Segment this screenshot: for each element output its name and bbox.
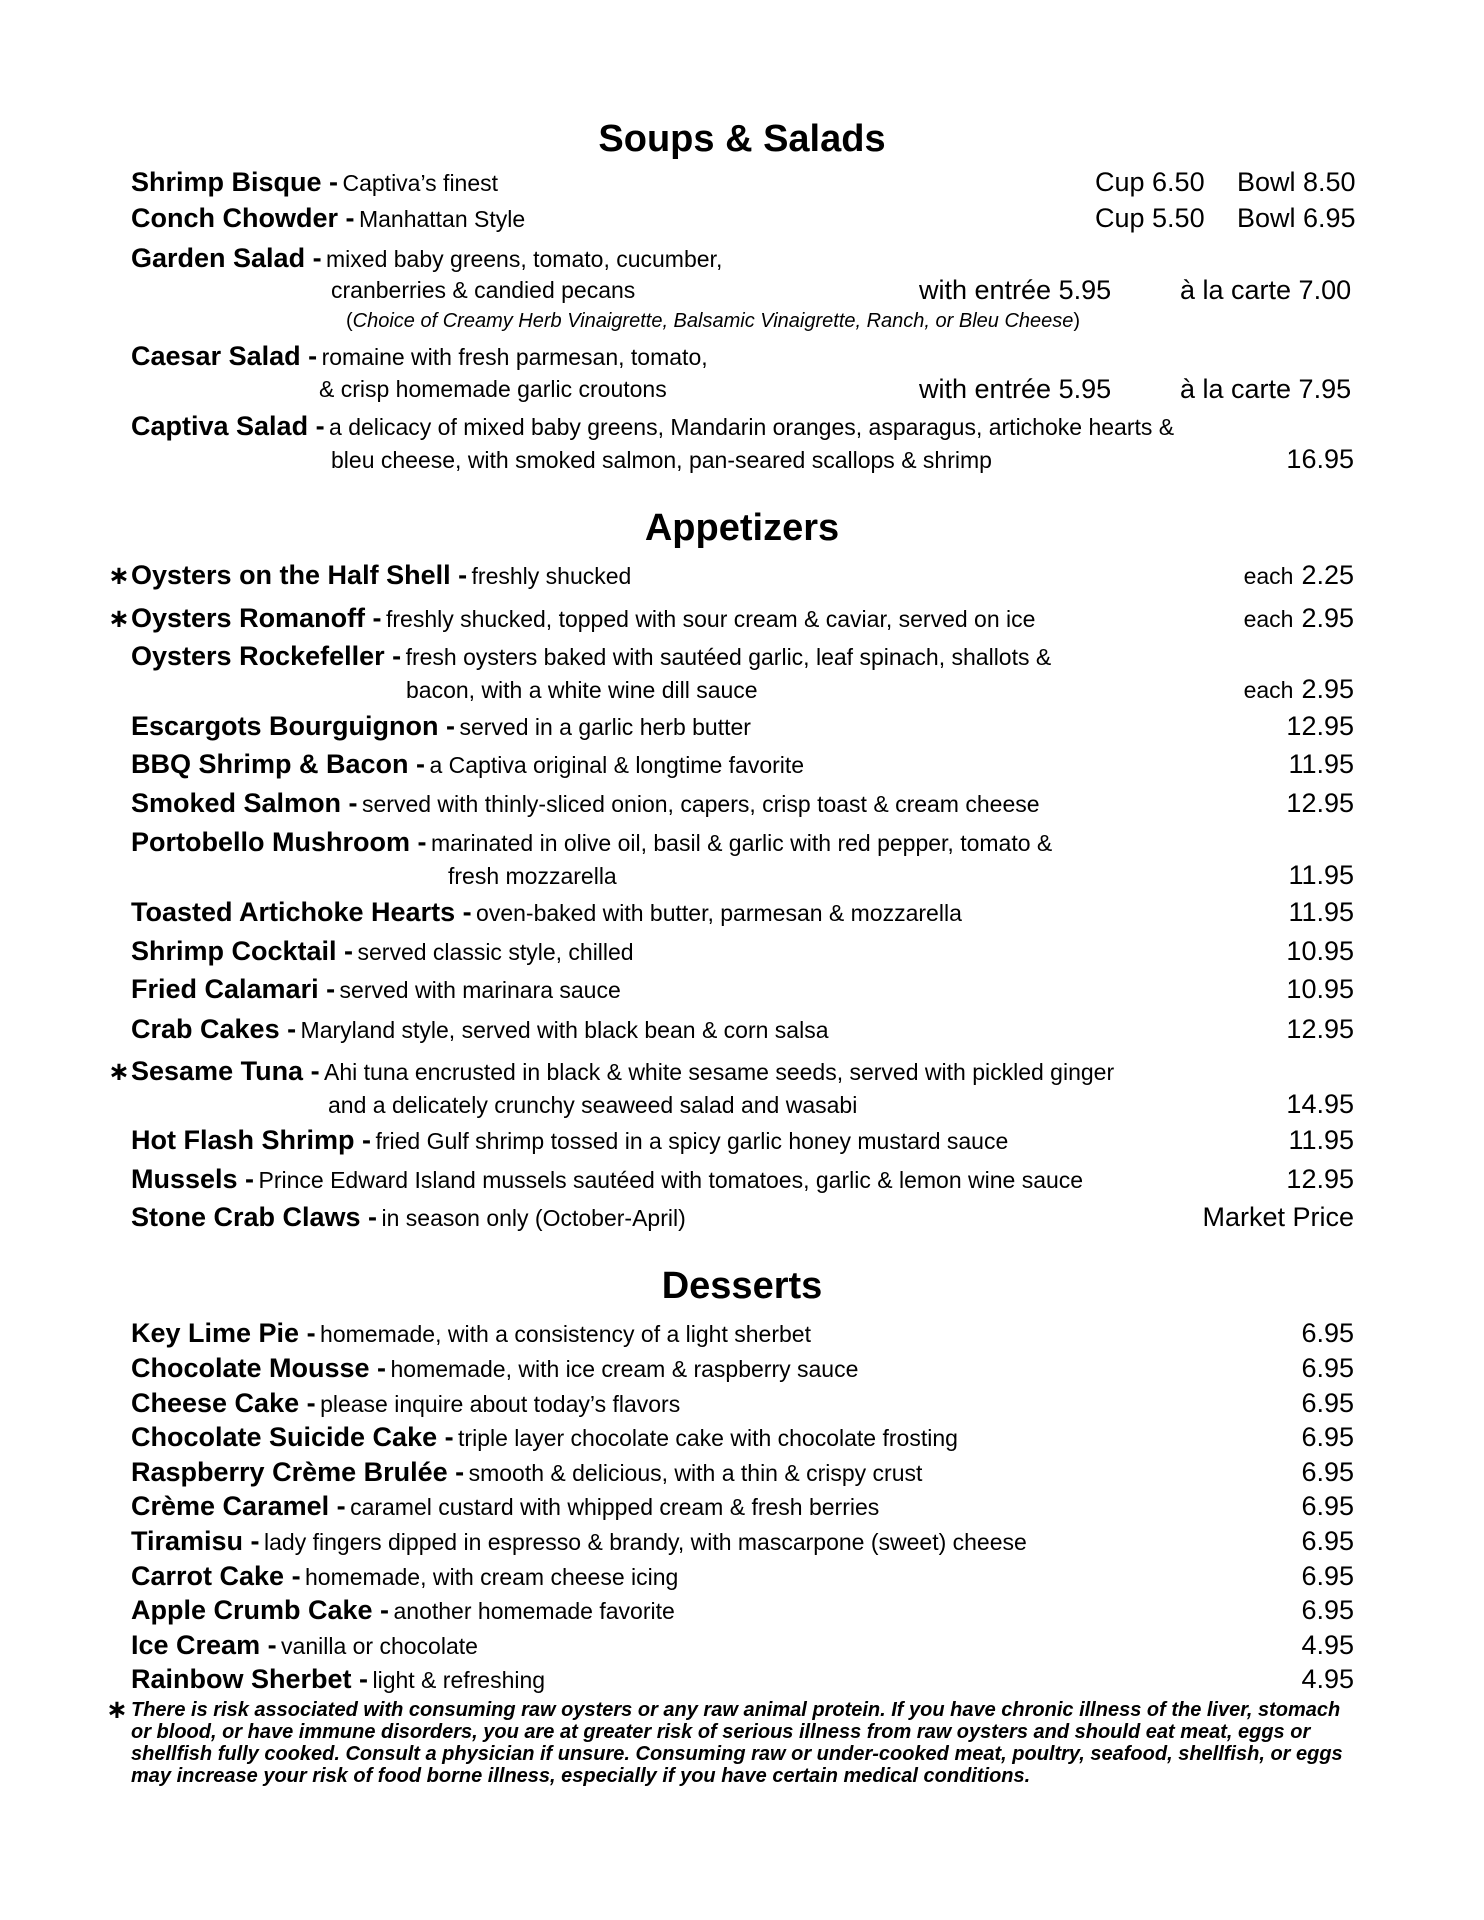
item-desc: lady fingers dipped in espresso & brandy, with mascarpone (sweet) cheese	[264, 1529, 1027, 1555]
item-name: Garden Salad -	[131, 243, 322, 273]
item-price: 6.95	[1301, 1491, 1354, 1521]
item-name: Sesame Tuna -	[131, 1056, 320, 1086]
menu-item-mussels	[131, 1162, 1083, 1201]
item-desc: fried Gulf shrimp tossed in a spicy garlic honey mustard sauce	[375, 1128, 1009, 1154]
item-desc: served in a garlic herb butter	[459, 714, 751, 740]
item-price: 16.95	[1286, 444, 1354, 474]
item-name: Caesar Salad -	[131, 341, 318, 371]
item-desc: fresh oysters baked with sautéed garlic, leaf spinach, shallots &	[405, 644, 1052, 670]
item-desc: another homemade favorite	[393, 1598, 675, 1624]
item-name: Apple Crumb Cake -	[131, 1595, 390, 1625]
menu-item-shrimp-bisque	[131, 165, 498, 204]
item-price: 4.95	[1301, 1630, 1354, 1660]
item-price: Market Price	[1202, 1202, 1354, 1232]
menu-item-portobello	[131, 825, 1052, 864]
item-desc-continued: & crisp homemade garlic croutons	[319, 376, 667, 402]
with-entree-price: with entrée 5.95	[919, 374, 1112, 404]
item-desc: please inquire about today’s flavors	[320, 1391, 681, 1417]
a-la-carte-price: à la carte 7.00	[1180, 275, 1352, 305]
item-desc: served with thinly-sliced onion, capers, crisp toast & cream cheese	[362, 791, 1040, 817]
item-price: 6.95	[1301, 1318, 1354, 1348]
item-desc: Ahi tuna encrusted in black & white sesame seeds, served with pickled ginger	[324, 1059, 1115, 1085]
raw-warning-asterisk: ∗	[108, 603, 130, 633]
item-desc: marinated in olive oil, basil & garlic with red pepper, tomato &	[430, 830, 1053, 856]
item-name: Fried Calamari -	[131, 974, 336, 1004]
item-name: Rainbow Sherbet -	[131, 1664, 369, 1694]
item-desc: served classic style, chilled	[357, 939, 634, 965]
item-price: 14.95	[1286, 1089, 1354, 1119]
item-price: 6.95	[1301, 1561, 1354, 1591]
menu-item-conch-chowder	[131, 201, 525, 240]
raw-food-disclaimer: There is risk associated with consuming raw oysters or any raw animal protein. If you have chronic illness of the liver, stomach or blood, or have immune disorders, you are at greater risk of serious illness from raw oysters and should eat meat, eggs or shellfish fully cooked. Consult a physician if unsure. Consuming raw or under-cooked meat, poultry, seafood, shellfish, or eggs may increase your risk of food borne illness, especially if you have certain medical conditions.	[131, 1699, 1343, 1787]
dessert-rainbow-sherbet	[131, 1662, 545, 1701]
item-price: 6.95	[1301, 1353, 1354, 1383]
menu-item-smoked-salmon	[131, 786, 1040, 825]
item-desc: oven-baked with butter, parmesan & mozzarella	[476, 900, 962, 926]
menu-item-toasted-artichoke	[131, 895, 962, 934]
dessert-chocolate-mousse	[131, 1351, 858, 1390]
disclaimer-asterisk: ∗	[106, 1694, 128, 1724]
item-name: Carrot Cake -	[131, 1561, 301, 1591]
item-name: Tiramisu -	[131, 1526, 260, 1556]
item-desc: vanilla or chocolate	[281, 1633, 478, 1659]
item-price: each 2.25	[1243, 560, 1354, 590]
item-price: 6.95	[1301, 1388, 1354, 1418]
cup-price: Cup 5.50	[1095, 203, 1205, 233]
item-name: Conch Chowder -	[131, 203, 355, 233]
item-name: Oysters Romanoff -	[131, 603, 382, 633]
cup-price: Cup 6.50	[1095, 167, 1205, 197]
item-desc: triple layer chocolate cake with chocolate frosting	[458, 1425, 958, 1451]
raw-warning-asterisk: ∗	[108, 560, 130, 590]
item-name: Raspberry Crème Brulée -	[131, 1457, 465, 1487]
item-name: Captiva Salad -	[131, 411, 325, 441]
item-name: Smoked Salmon -	[131, 788, 358, 818]
item-desc: caramel custard with whipped cream & fresh berries	[350, 1494, 880, 1520]
menu-item-escargots	[131, 709, 751, 748]
bowl-price: Bowl 6.95	[1237, 203, 1356, 233]
item-price: 10.95	[1286, 974, 1354, 1004]
item-price: each 2.95	[1243, 603, 1354, 633]
menu-item-oysters-half-shell	[131, 558, 631, 597]
item-price: 10.95	[1286, 936, 1354, 966]
item-desc-continued: cranberries & candied pecans	[331, 277, 636, 303]
appetizers-heading: Appetizers	[644, 507, 840, 549]
item-name: Crab Cakes -	[131, 1014, 297, 1044]
menu-item-captiva-salad	[131, 409, 1174, 448]
item-price: 11.95	[1288, 860, 1354, 890]
item-desc: Captiva’s finest	[342, 170, 499, 196]
item-price: 6.95	[1301, 1457, 1354, 1487]
item-desc: served with marinara sauce	[339, 977, 621, 1003]
bowl-price: Bowl 8.50	[1237, 167, 1356, 197]
item-desc: freshly shucked	[471, 563, 632, 589]
item-price: 6.95	[1301, 1422, 1354, 1452]
item-desc-continued: bacon, with a white wine dill sauce	[406, 677, 758, 703]
item-desc: a Captiva original & longtime favorite	[429, 752, 805, 778]
with-entree-price: with entrée 5.95	[919, 275, 1112, 305]
item-name: Oysters Rockefeller -	[131, 641, 402, 671]
item-desc: homemade, with a consistency of a light sherbet	[320, 1321, 811, 1347]
item-name: Escargots Bourguignon -	[131, 711, 455, 741]
item-desc: Prince Edward Island mussels sautéed with tomatoes, garlic & lemon wine sauce	[258, 1167, 1084, 1193]
menu-item-shrimp-cocktail	[131, 934, 634, 973]
item-price: 11.95	[1288, 897, 1354, 927]
item-price: 11.95	[1288, 1125, 1354, 1155]
item-name: BBQ Shrimp & Bacon -	[131, 749, 426, 779]
item-desc: light & refreshing	[372, 1667, 546, 1693]
item-name: Key Lime Pie -	[131, 1318, 316, 1348]
item-name: Shrimp Bisque -	[131, 167, 339, 197]
item-name: Ice Cream -	[131, 1630, 277, 1660]
dessert-key-lime-pie	[131, 1316, 811, 1355]
item-desc: mixed baby greens, tomato, cucumber,	[326, 246, 723, 272]
item-name: Chocolate Mousse -	[131, 1353, 387, 1383]
item-name: Crème Caramel -	[131, 1491, 346, 1521]
item-name: Mussels -	[131, 1164, 255, 1194]
desserts-heading: Desserts	[661, 1265, 823, 1307]
item-price: 12.95	[1286, 711, 1354, 741]
item-name: Shrimp Cocktail -	[131, 936, 354, 966]
item-desc: a delicacy of mixed baby greens, Mandarin oranges, asparagus, artichoke hearts &	[329, 414, 1175, 440]
item-name: Stone Crab Claws -	[131, 1202, 378, 1232]
item-price: 4.95	[1301, 1664, 1354, 1694]
item-desc: freshly shucked, topped with sour cream & caviar, served on ice	[386, 606, 1036, 632]
item-name: Oysters on the Half Shell -	[131, 560, 468, 590]
menu-item-hot-flash-shrimp	[131, 1123, 1008, 1162]
dessert-creme-caramel	[131, 1489, 879, 1528]
item-price: 12.95	[1286, 788, 1354, 818]
item-name: Portobello Mushroom -	[131, 827, 427, 857]
item-price: 6.95	[1301, 1595, 1354, 1625]
item-desc: smooth & delicious, with a thin & crispy crust	[468, 1460, 923, 1486]
a-la-carte-price: à la carte 7.95	[1180, 374, 1352, 404]
menu-item-stone-crab	[131, 1200, 686, 1239]
menu-item-oysters-rockefeller	[131, 639, 1051, 678]
item-desc-continued: and a delicately crunchy seaweed salad and wasabi	[328, 1092, 858, 1118]
item-name: Toasted Artichoke Hearts -	[131, 897, 472, 927]
item-desc: romaine with fresh parmesan, tomato,	[321, 344, 708, 370]
item-name: Hot Flash Shrimp -	[131, 1125, 372, 1155]
dessert-chocolate-suicide-cake	[131, 1420, 958, 1459]
menu-item-fried-calamari	[131, 972, 621, 1011]
item-price: 11.95	[1288, 749, 1354, 779]
item-desc: Maryland style, served with black bean & corn salsa	[300, 1017, 829, 1043]
item-desc: homemade, with cream cheese icing	[305, 1564, 679, 1590]
dressing-note: (Choice of Creamy Herb Vinaigrette, Balsamic Vinaigrette, Ranch, or Bleu Cheese)	[346, 310, 1081, 332]
menu-item-sesame-tuna	[131, 1054, 1114, 1093]
item-price: each 2.95	[1243, 674, 1354, 704]
item-name: Cheese Cake -	[131, 1388, 316, 1418]
item-price: 12.95	[1286, 1014, 1354, 1044]
item-desc-continued: bleu cheese, with smoked salmon, pan-seared scallops & shrimp	[331, 447, 992, 473]
menu-item-oysters-romanoff	[131, 601, 1035, 640]
dessert-apple-crumb-cake	[131, 1593, 675, 1632]
item-desc: in season only (October-April)	[381, 1205, 686, 1231]
menu-item-caesar-salad	[131, 339, 708, 378]
menu-item-crab-cakes	[131, 1012, 829, 1051]
item-desc-continued: fresh mozzarella	[448, 863, 617, 889]
item-desc: Manhattan Style	[358, 206, 526, 232]
menu-item-bbq-shrimp	[131, 747, 804, 786]
item-price: 6.95	[1301, 1526, 1354, 1556]
item-price: 12.95	[1286, 1164, 1354, 1194]
soups-salads-heading: Soups & Salads	[598, 118, 886, 160]
item-desc: homemade, with ice cream & raspberry sauce	[390, 1356, 859, 1382]
raw-warning-asterisk: ∗	[108, 1056, 130, 1086]
dessert-tiramisu	[131, 1524, 1027, 1563]
item-name: Chocolate Suicide Cake -	[131, 1422, 454, 1452]
